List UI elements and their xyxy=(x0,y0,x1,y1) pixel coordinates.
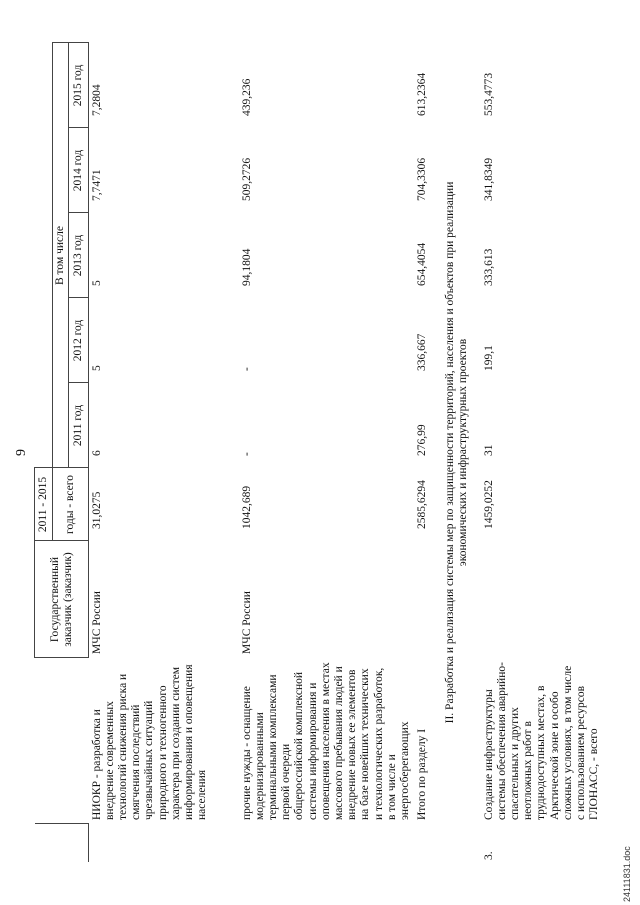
row-number xyxy=(89,824,239,862)
header-blank-top xyxy=(35,43,53,468)
row-value-2014: 341,8349 xyxy=(482,157,495,201)
header-year-2014: 2014 год xyxy=(69,128,89,213)
row-value-2013: 94,1804 xyxy=(240,248,253,286)
row-value-2012: - xyxy=(240,367,253,371)
row-number: 3. xyxy=(482,851,495,860)
row-number xyxy=(414,824,438,862)
header-year-2013: 2013 год xyxy=(69,213,89,298)
row-value-2011: 276,99 xyxy=(416,424,429,456)
row-number xyxy=(239,824,415,862)
row-value-2012: 199,1 xyxy=(482,345,495,371)
file-id: 24111831.doc xyxy=(622,846,632,902)
row-name: Создание инфраструктуры системы обеспечения аварийно-спасательных и других неотложных работ в труднодоступных местах, в Арктической зоне и особо сложных условиях, в том числе с использованием ресурсов ГЛОНАСС, - всего xyxy=(482,662,601,820)
row-customer: МЧС России xyxy=(240,591,253,654)
row-value-2014: 7,7471 xyxy=(91,169,103,201)
row-customer: МЧС России xyxy=(91,591,103,654)
row-customer xyxy=(481,541,604,658)
section-row xyxy=(438,43,480,862)
table-row xyxy=(89,43,239,862)
row-value-2012: 336,667 xyxy=(416,333,429,371)
header-year-2015: 2015 год xyxy=(69,43,89,128)
header-period-bottom: годы - всего xyxy=(53,468,89,541)
header-name xyxy=(35,658,89,824)
row-value-2012: 5 xyxy=(91,365,103,371)
page-number: 9 xyxy=(14,449,29,456)
row-total: 1459,0252 xyxy=(482,480,495,529)
row-total: 2585,6294 xyxy=(416,480,429,529)
row-value-2013: 333,613 xyxy=(482,248,495,286)
row-total: 31,0275 xyxy=(91,491,103,529)
row-value-2015: 439,236 xyxy=(240,78,253,116)
row-value-2014: 509,2726 xyxy=(240,157,253,201)
header-customer: Государственный заказчик (заказчик) xyxy=(35,541,89,658)
row-value-2013: 5 xyxy=(91,280,103,286)
row-value-2014: 704,3306 xyxy=(416,157,429,201)
row-name: Итого по разделу I xyxy=(416,728,429,820)
funding-table xyxy=(34,42,603,862)
row-value-2015: 613,2364 xyxy=(416,72,429,116)
row-value-2015: 553,4773 xyxy=(482,72,495,116)
header-incl: В том числе xyxy=(53,43,69,468)
table-row xyxy=(239,43,415,862)
row-total: 1042,689 xyxy=(240,485,253,529)
table-row-subtotal xyxy=(414,43,438,862)
header-number xyxy=(35,824,89,862)
header-year-2011: 2011 год xyxy=(69,383,89,468)
header-period-top: 2011 - 2015 xyxy=(35,468,53,541)
row-name: НИОКР - разработка и внедрение современных технологий снижения риска и смягчения последствий чрезвычайных ситуаций природного и техногенного характера при создании систем информирования и оповещения населения xyxy=(90,664,209,820)
row-value-2011: 31 xyxy=(482,444,495,456)
row-value-2015: 7,2804 xyxy=(91,84,103,116)
row-name: прочие нужды - оснащение модернизированными терминальными комплексами первой очереди общероссийской комплексной системы информирования и оповещения населения в местах массового пребывания людей и внедрение новых ее элементов на базе новейших технических и технологических разработок, в том числе и энергосберегающих xyxy=(240,662,411,820)
table-row xyxy=(481,43,604,862)
header-year-2012: 2012 год xyxy=(69,298,89,383)
section-title: II. Разработка и реализация системы мер по защищенности территорий, населения и объектов при реализации экономических и инфраструктурных проектов xyxy=(444,181,470,724)
row-customer xyxy=(414,541,438,658)
row-value-2011: 6 xyxy=(91,450,103,456)
row-value-2013: 654,4054 xyxy=(416,242,429,286)
row-value-2011: - xyxy=(240,452,253,456)
